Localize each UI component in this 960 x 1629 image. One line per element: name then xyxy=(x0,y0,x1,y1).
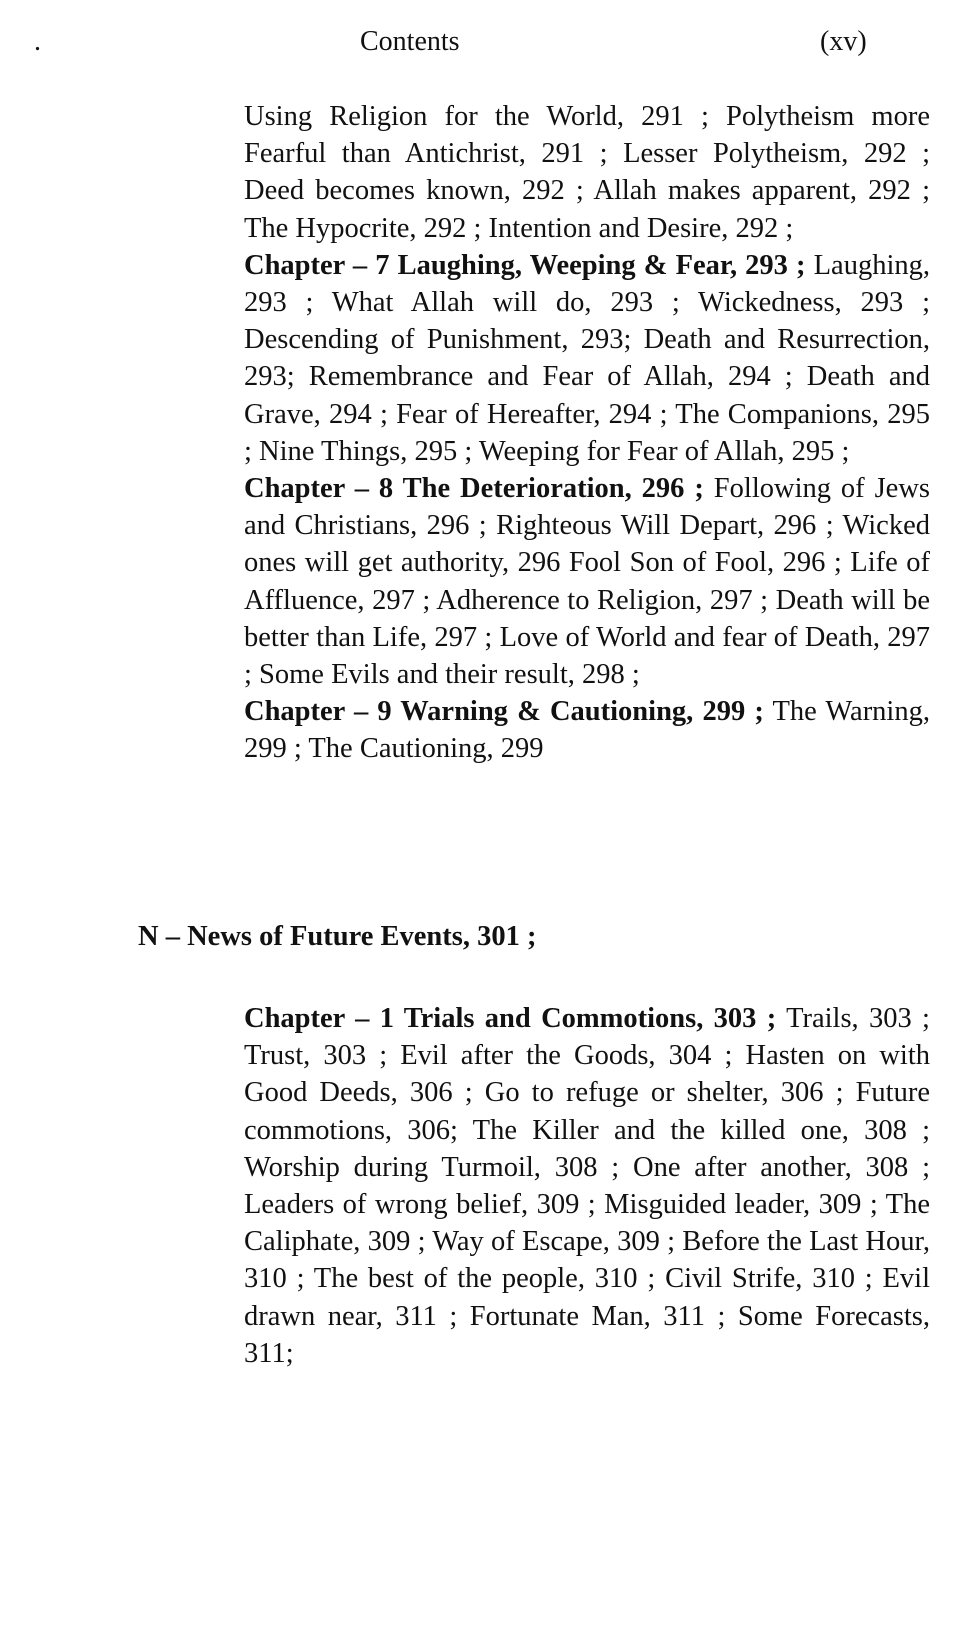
entry-list-intro: Using Religion for the World, 291 ; Polytheism more Fearful than Antichrist, 291 ; Lesser Polytheism, 292 ; Deed becomes known, 292 ; Allah makes apparent, 292 ; The Hypocrite, 292 ; Intention and Desire, 292 ; xyxy=(244,101,930,244)
chapter-7-heading: Chapter – 7 Laughing, Weeping & Fear, 293 ; xyxy=(244,249,806,281)
contents-block-upper xyxy=(244,98,930,768)
chapter-7-entry xyxy=(244,247,930,470)
header-dot: . xyxy=(34,26,41,57)
chapter-1-heading: Chapter – 1 Trials and Commotions, 303 ; xyxy=(244,1003,777,1034)
contents-block-lower xyxy=(244,1000,930,1372)
page-title: Contents xyxy=(360,26,460,57)
page-number: (xv) xyxy=(820,26,867,57)
chapter-8-topics: Following of Jews and Christians, 296 ; Righteous Will Depart, 296 ; Wicked ones will get authority, 296 Fool Son of Fool, 296 ; Life of Affluence, 297 ; Adherence to Religion, 297 ; Death will be better than Life, 297 ; Love of World and fear of Death, 297 ; Some Evils and their result, 298 ; xyxy=(244,473,930,691)
chapter-1-entry xyxy=(244,1000,930,1372)
chapter-9-heading: Chapter – 9 Warning & Cautioning, 299 ; xyxy=(244,696,764,728)
section-n-heading: N – News of Future Events, 301 ; xyxy=(138,921,537,952)
chapter-7-topics: Laughing, 293 ; What Allah will do, 293 ; Wickedness, 293 ; Descending of Punishment, 293; Death and Resurrection, 293; Remembrance and Fear of Allah, 294 ; Death and Grave, 294 ; Fear of Hereafter, 294 ; The Companions, 295 ; Nine Things, 295 ; Weeping for Fear of Allah, 295 ; xyxy=(244,249,930,467)
chapter-9-entry xyxy=(244,693,930,767)
chapter-9-topics: The Warning, 299 ; The Cautioning, 299 xyxy=(244,696,930,765)
running-header xyxy=(0,26,960,66)
chapter-8-entry xyxy=(244,470,930,693)
chapter-8-heading: Chapter – 8 The Deterioration, 296 ; xyxy=(244,473,704,505)
chapter-1-topics: Trails, 303 ; Trust, 303 ; Evil after the Goods, 304 ; Hasten on with Good Deeds, 306 ; Go to refuge or shelter, 306 ; Future commotions, 306; The Killer and the killed one, 308 ; Worship during Turmoil, 308 ; One after another, 308 ; Leaders of wrong belief, 309 ; Misguided leader, 309 ; The Caliphate, 309 ; Way of Escape, 309 ; Before the Last Hour, 310 ; The best of the people, 310 ; Civil Strife, 310 ; Evil drawn near, 311 ; Fortunate Man, 311 ; Some Forecasts, 311; xyxy=(244,1003,930,1369)
